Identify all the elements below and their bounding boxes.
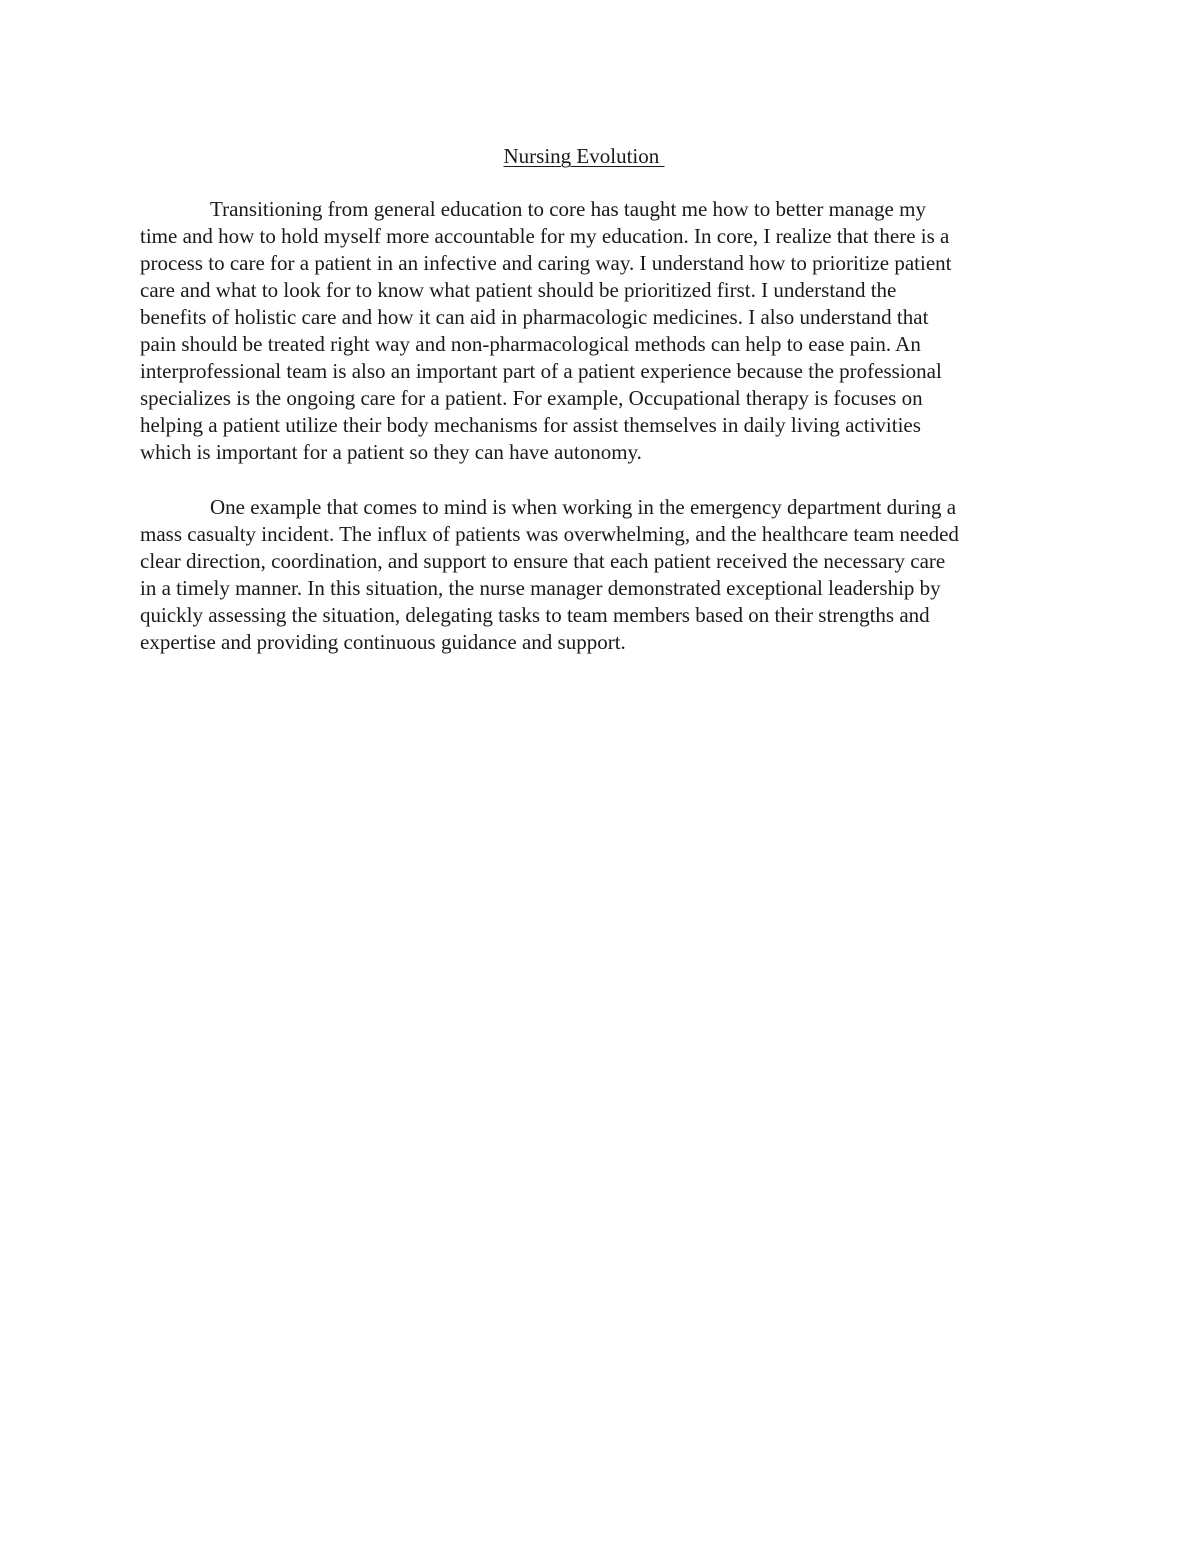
document-title: Nursing Evolution [503, 144, 665, 168]
paragraph-line: time and how to hold myself more accountable for my education. In core, I realize that there is a [140, 224, 950, 248]
paragraph-line: benefits of holistic care and how it can aid in pharmacologic medicines. I also understand that [140, 305, 929, 329]
paragraph-line: which is important for a patient so they can have autonomy. [140, 440, 642, 464]
paragraph-2 [140, 494, 1060, 656]
paragraph-line: mass casualty incident. The influx of patients was overwhelming, and the healthcare team needed [140, 522, 959, 546]
paragraph-line: process to care for a patient in an infective and caring way. I understand how to prioritize patient [140, 251, 952, 275]
paragraph-line: in a timely manner. In this situation, the nurse manager demonstrated exceptional leadership by [140, 576, 941, 600]
paragraph-1 [140, 196, 1060, 466]
paragraph-line: interprofessional team is also an important part of a patient experience because the professional [140, 359, 942, 383]
paragraph-line: Transitioning from general education to core has taught me how to better manage my [210, 197, 926, 221]
paragraph-line: care and what to look for to know what patient should be prioritized first. I understand the [140, 278, 897, 302]
paragraph-line: One example that comes to mind is when working in the emergency department during a [210, 495, 957, 519]
paragraph-line: quickly assessing the situation, delegating tasks to team members based on their strengths and [140, 603, 930, 627]
paragraph-line: clear direction, coordination, and support to ensure that each patient received the necessary care [140, 549, 946, 573]
paragraph-line: expertise and providing continuous guidance and support. [140, 630, 626, 654]
paragraph-line: pain should be treated right way and non-pharmacological methods can help to ease pain. An [140, 332, 921, 356]
paragraph-line: specializes is the ongoing care for a patient. For example, Occupational therapy is focuses on [140, 386, 923, 410]
paragraph-line: helping a patient utilize their body mechanisms for assist themselves in daily living activities [140, 413, 921, 437]
